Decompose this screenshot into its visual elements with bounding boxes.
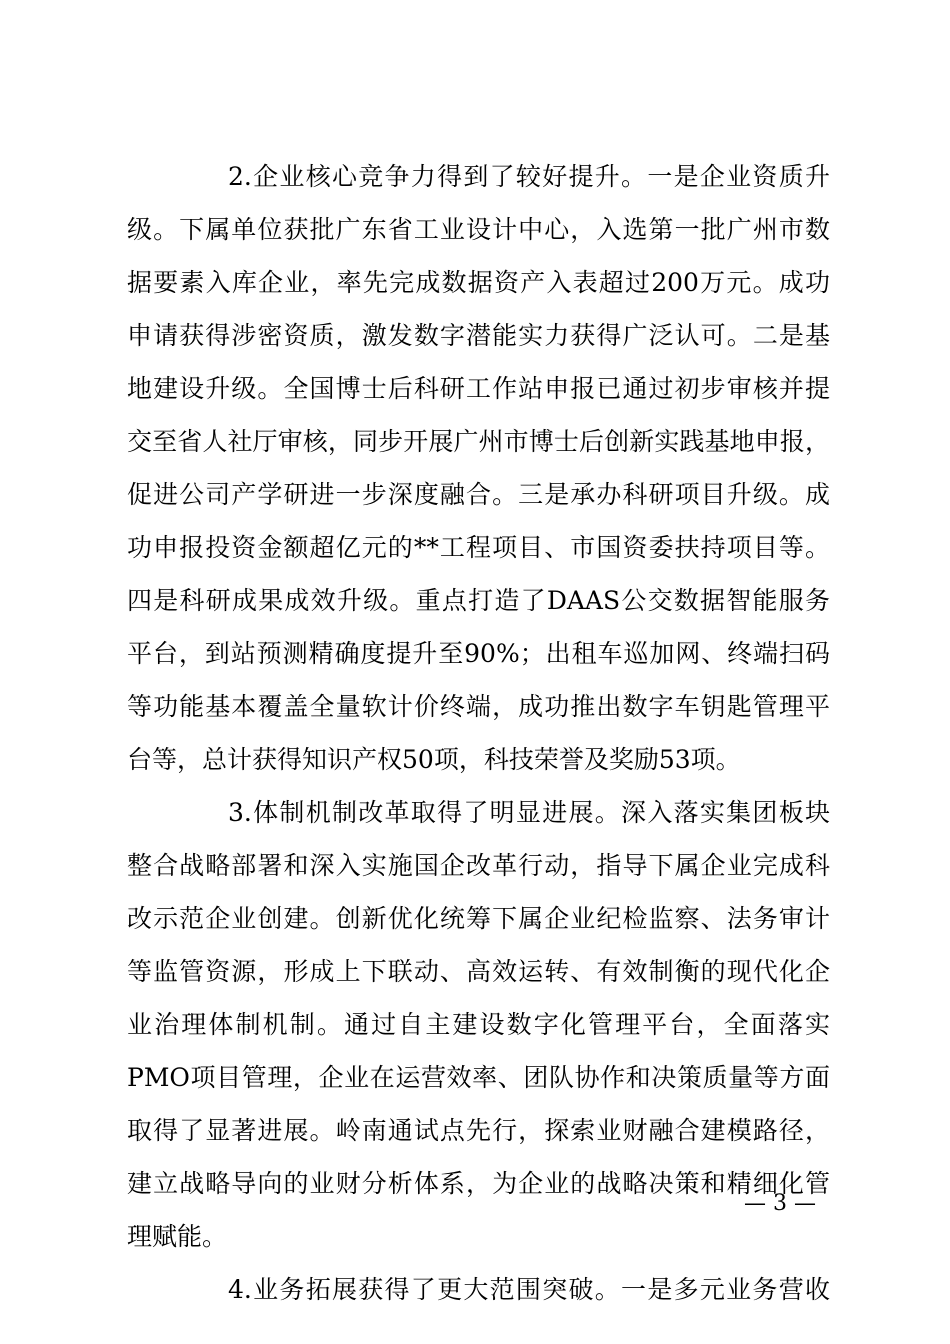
paragraph-2-line-9: 理赋能。 bbox=[127, 1222, 228, 1251]
paragraph-2-line-7: 取得了显著进展。岭南通试点先行，探索业财融合建模路径， bbox=[127, 1116, 830, 1145]
body-text bbox=[127, 150, 830, 1316]
paragraph-2-line-5: 业治理体制机制。通过自主建设数字化管理平台，全面落实 bbox=[127, 1010, 830, 1039]
paragraph-2-line-3: 改示范企业创建。创新优化统筹下属企业纪检监察、法务审计 bbox=[127, 904, 830, 933]
paragraph-1-line-5: 地建设升级。全国博士后科研工作站申报已通过初步审核并提 bbox=[127, 374, 830, 403]
paragraph-2-line-6: PMO项目管理，企业在运营效率、团队协作和决策质量等方面 bbox=[127, 1063, 830, 1092]
paragraph-1-line-12: 台等，总计获得知识产权50项，科技荣誉及奖励53项。 bbox=[127, 745, 741, 774]
paragraph-2-line-4: 等监管资源，形成上下联动、高效运转、有效制衡的现代化企 bbox=[127, 957, 830, 986]
paragraph-2-line-1: 3.体制机制改革取得了明显进展。深入落实集团板块 bbox=[228, 798, 830, 827]
paragraph-1-line-9: 四是科研成果成效升级。重点打造了DAAS公交数据智能服务 bbox=[127, 586, 830, 615]
paragraph-1-line-1: 2.企业核心竞争力得到了较好提升。一是企业资质升 bbox=[228, 162, 830, 191]
paragraph-1-line-4: 申请获得涉密资质，激发数字潜能实力获得广泛认可。二是基 bbox=[127, 321, 830, 350]
paragraph-2-line-2: 整合战略部署和深入实施国企改革行动，指导下属企业完成科 bbox=[127, 851, 830, 880]
paragraph-1-line-6: 交至省人社厅审核，同步开展广州市博士后创新实践基地申报， bbox=[127, 427, 830, 456]
paragraph-1-line-2: 级。下属单位获批广东省工业设计中心，入选第一批广州市数 bbox=[127, 215, 830, 244]
paragraph-1-line-10: 平台，到站预测精确度提升至90%；出租车巡加网、终端扫码 bbox=[127, 639, 830, 668]
page-number: — 3 — bbox=[744, 1191, 816, 1216]
paragraph-2-line-8: 建立战略导向的业财分析体系，为企业的战略决策和精细化管 bbox=[127, 1169, 830, 1198]
paragraph-3-line-1: 4.业务拓展获得了更大范围突破。一是多元业务营收 bbox=[228, 1275, 830, 1304]
paragraph-1-line-8: 功申报投资金额超亿元的**工程项目、市国资委扶持项目等。 bbox=[127, 533, 830, 562]
paragraph-1-line-11: 等功能基本覆盖全量软计价终端，成功推出数字车钥匙管理平 bbox=[127, 692, 830, 721]
paragraph-1-line-7: 促进公司产学研进一步深度融合。三是承办科研项目升级。成 bbox=[127, 480, 830, 509]
paragraph-1-line-3: 据要素入库企业，率先完成数据资产入表超过200万元。成功 bbox=[127, 268, 830, 297]
